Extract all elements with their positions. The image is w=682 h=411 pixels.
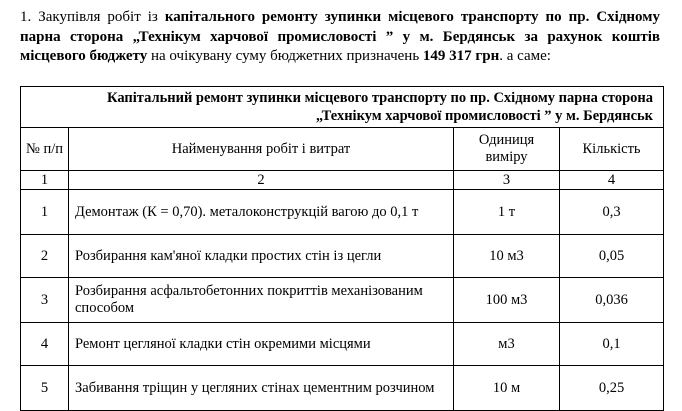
row-unit: 10 м3 — [454, 235, 560, 278]
row-name: Демонтаж (К = 0,70). металоконструкцій вагою до 0,1 т — [69, 190, 454, 235]
row-unit: 100 м3 — [454, 278, 560, 323]
table-row — [21, 323, 664, 366]
header-num: № п/п — [21, 128, 69, 171]
header-unit: Одиниця виміру — [454, 128, 560, 171]
header-qty: Кількість — [560, 128, 664, 171]
table-row — [21, 366, 664, 411]
row-num: 3 — [21, 278, 69, 323]
row-num: 4 — [21, 323, 69, 366]
intro-paragraph — [20, 8, 660, 67]
table-title-line1: Капітальний ремонт зупинки місцевого транспорту по пр. Східному парна сторона — [107, 90, 654, 106]
row-unit: 1 т — [454, 190, 560, 235]
row-num: 2 — [21, 235, 69, 278]
row-qty: 0,036 — [560, 278, 664, 323]
intro-subject: капітального ремонту зупинки місцевого транспорту по пр. Східному парна сторона „Технікум харчової промисловості ” у м. Бердянськ за рахунок коштів місцевого бюджету — [20, 9, 660, 64]
column-number: 3 — [454, 171, 560, 190]
table-row — [21, 278, 664, 323]
row-qty: 0,1 — [560, 323, 664, 366]
table-title — [21, 87, 664, 128]
row-name: Розбирання кам'яної кладки простих стін із цегли — [69, 235, 454, 278]
header-name: Найменування робіт і витрат — [69, 128, 454, 171]
intro-text-end: . а саме: — [499, 48, 551, 64]
row-name: Забивання тріщин у цегляних стінах цементним розчином — [69, 366, 454, 411]
intro-text-start: 1. Закупівля робіт із — [20, 9, 165, 25]
row-name: Ремонт цегляної кладки стін окремими місцями — [69, 323, 454, 366]
table-row — [21, 235, 664, 278]
row-qty: 0,3 — [560, 190, 664, 235]
works-table — [20, 86, 664, 411]
column-number-row — [21, 171, 664, 190]
table-title-line2: „Технікум харчової промисловості ” у м. Бердянськ — [315, 108, 654, 124]
intro-text-middle: на очікувану суму бюджетних призначень — [147, 48, 423, 64]
row-qty: 0,25 — [560, 366, 664, 411]
table-row — [21, 190, 664, 235]
intro-amount: 149 317 грн — [422, 48, 500, 64]
row-unit: м3 — [454, 323, 560, 366]
row-num: 1 — [21, 190, 69, 235]
row-name: Розбирання асфальтобетонних покриттів механізованим способом — [69, 278, 454, 323]
row-qty: 0,05 — [560, 235, 664, 278]
column-number: 1 — [21, 171, 69, 190]
row-unit: 10 м — [454, 366, 560, 411]
column-number: 2 — [69, 171, 454, 190]
row-num: 5 — [21, 366, 69, 411]
column-number: 4 — [560, 171, 664, 190]
